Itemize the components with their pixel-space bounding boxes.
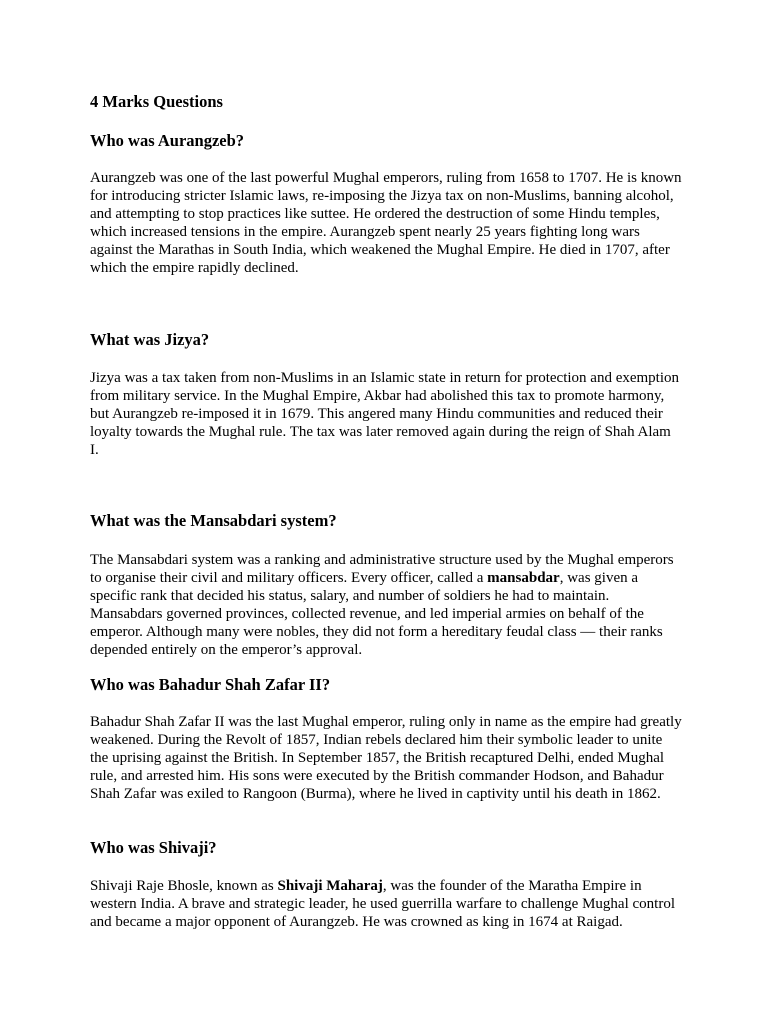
document-title: 4 Marks Questions xyxy=(90,92,223,111)
answer-paragraph-shivaji xyxy=(90,877,682,931)
answer-text: , was given a specific rank that decided his status, salary, and number of soldiers he had to maintain. Mansabdars governed provinces, collected revenue, and led imperial armies on behalf of the emperor. Although many were nobles, they did not form a hereditary feudal class — their ranks depended entirely on the emperor’s approval. xyxy=(90,570,663,658)
answer-text: , was the founder of the Maratha Empire in western India. A brave and strategic leader, he used guerrilla warfare to challenge Mughal control and became a major opponent of Aurangzeb. He was crowned as king in 1674 at Raigad. xyxy=(90,878,675,930)
answer-text: Shivaji Raje Bhosle, known as xyxy=(90,878,278,894)
answer-paragraph-jizya xyxy=(90,369,682,459)
answer-paragraph-mansabdari xyxy=(90,551,682,659)
answer-text: Aurangzeb was one of the last powerful Mughal emperors, ruling from 1658 to 1707. He is known for introducing stricter Islamic laws, re-imposing the Jizya tax on non-Muslims, banning alcohol, and attempting to stop practices like suttee. He ordered the destruction of some Hindu temples, which increased tensions in the empire. Aurangzeb spent nearly 25 years fighting long wars against the Marathas in South India, which weakened the Mughal Empire. He died in 1707, after which the empire rapidly declined. xyxy=(90,170,682,276)
answer-paragraph-bahadur-shah-zafar xyxy=(90,713,682,803)
answer-paragraph-aurangzeb xyxy=(90,169,682,277)
bold-term-shivaji-maharaj: Shivaji Maharaj xyxy=(277,878,383,894)
question-heading-mansabdari: What was the Mansabdari system? xyxy=(90,511,337,530)
answer-text: Bahadur Shah Zafar II was the last Mughal emperor, ruling only in name as the empire had greatly weakened. During the Revolt of 1857, Indian rebels declared him their symbolic leader to unite the uprising against the British. In September 1857, the British recaptured Delhi, ended Mughal rule, and arrested him. His sons were executed by the British commander Hodson, and Bahadur Shah Zafar was exiled to Rangoon (Burma), where he lived in captivity until his death in 1862. xyxy=(90,714,682,802)
question-heading-bahadur-shah-zafar: Who was Bahadur Shah Zafar II? xyxy=(90,675,331,694)
question-heading-jizya: What was Jizya? xyxy=(90,330,210,349)
question-heading-aurangzeb: Who was Aurangzeb? xyxy=(90,131,245,150)
answer-text: The Mansabdari system was a ranking and administrative structure used by the Mughal emperors to organise their civil and military officers. Every officer, called a xyxy=(90,552,674,586)
question-heading-shivaji: Who was Shivaji? xyxy=(90,838,217,857)
bold-term-mansabdar: mansabdar xyxy=(487,570,560,586)
answer-text: Jizya was a tax taken from non-Muslims in an Islamic state in return for protection and exemption from military service. In the Mughal Empire, Akbar had abolished this tax to promote harmony, but Aurangzeb re-imposed it in 1679. This angered many Hindu communities and reduced their loyalty towards the Mughal rule. The tax was later removed again during the reign of Shah Alam I. xyxy=(90,370,680,458)
